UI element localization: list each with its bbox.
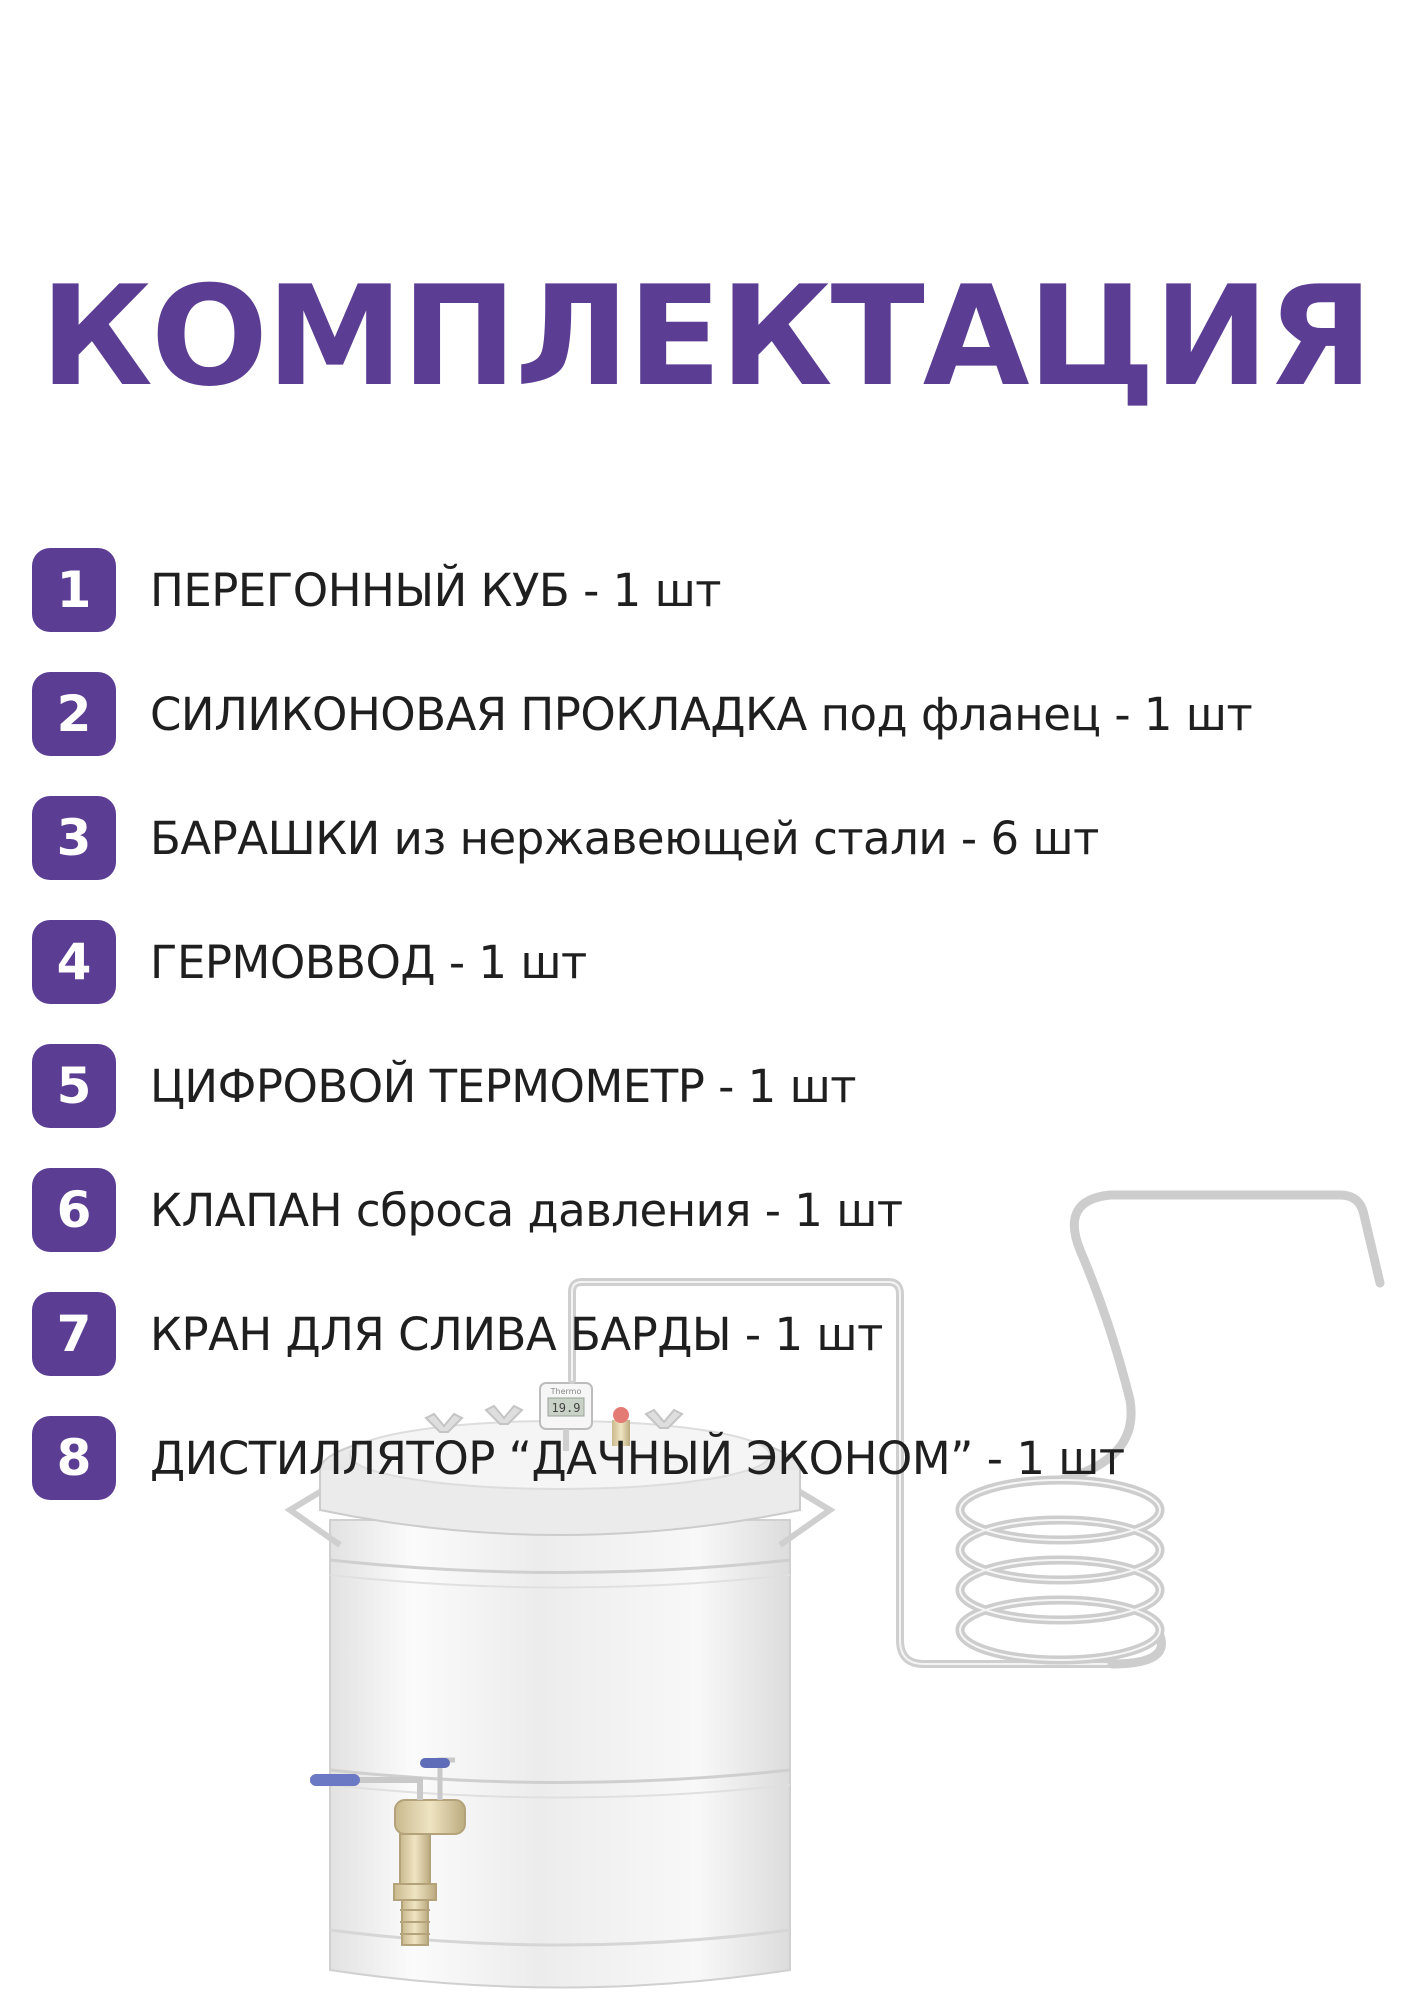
item-number-badge: 1 [32,548,116,632]
thermometer-reading: 19.9 [551,1401,581,1415]
item-number-badge: 2 [32,672,116,756]
list-item [32,1044,856,1128]
page-title: КОМПЛЕКТАЦИЯ [40,256,1372,417]
item-number-badge: 3 [32,796,116,880]
list-item [32,920,587,1004]
list-item [32,548,721,632]
list-item [32,672,1252,756]
list-item [32,1168,903,1252]
item-label: ДИСТИЛЛЯТОР “ДАЧНЫЙ ЭКОНОМ” - 1 шт [150,1431,1125,1485]
item-label: ЦИФРОВОЙ ТЕРМОМЕТР - 1 шт [150,1059,857,1113]
list-item [32,1292,883,1376]
item-label: ПЕРЕГОННЫЙ КУБ - 1 шт [150,563,721,617]
item-label: СИЛИКОНОВАЯ ПРОКЛАДКА под фланец - 1 шт [150,687,1253,741]
list-item [32,1416,1125,1500]
item-number-badge: 7 [32,1292,116,1376]
item-label: БАРАШКИ из нержавеющей стали - 6 шт [150,811,1099,865]
item-label: КРАН ДЛЯ СЛИВА БАРДЫ - 1 шт [150,1307,883,1361]
item-label: ГЕРМОВВОД - 1 шт [150,935,587,989]
thermometer-brand: Thermo [550,1387,582,1396]
item-number-badge: 6 [32,1168,116,1252]
item-number-badge: 4 [32,920,116,1004]
list-item [32,796,1099,880]
item-label: КЛАПАН сброса давления - 1 шт [150,1183,903,1237]
item-number-badge: 5 [32,1044,116,1128]
item-number-badge: 8 [32,1416,116,1500]
